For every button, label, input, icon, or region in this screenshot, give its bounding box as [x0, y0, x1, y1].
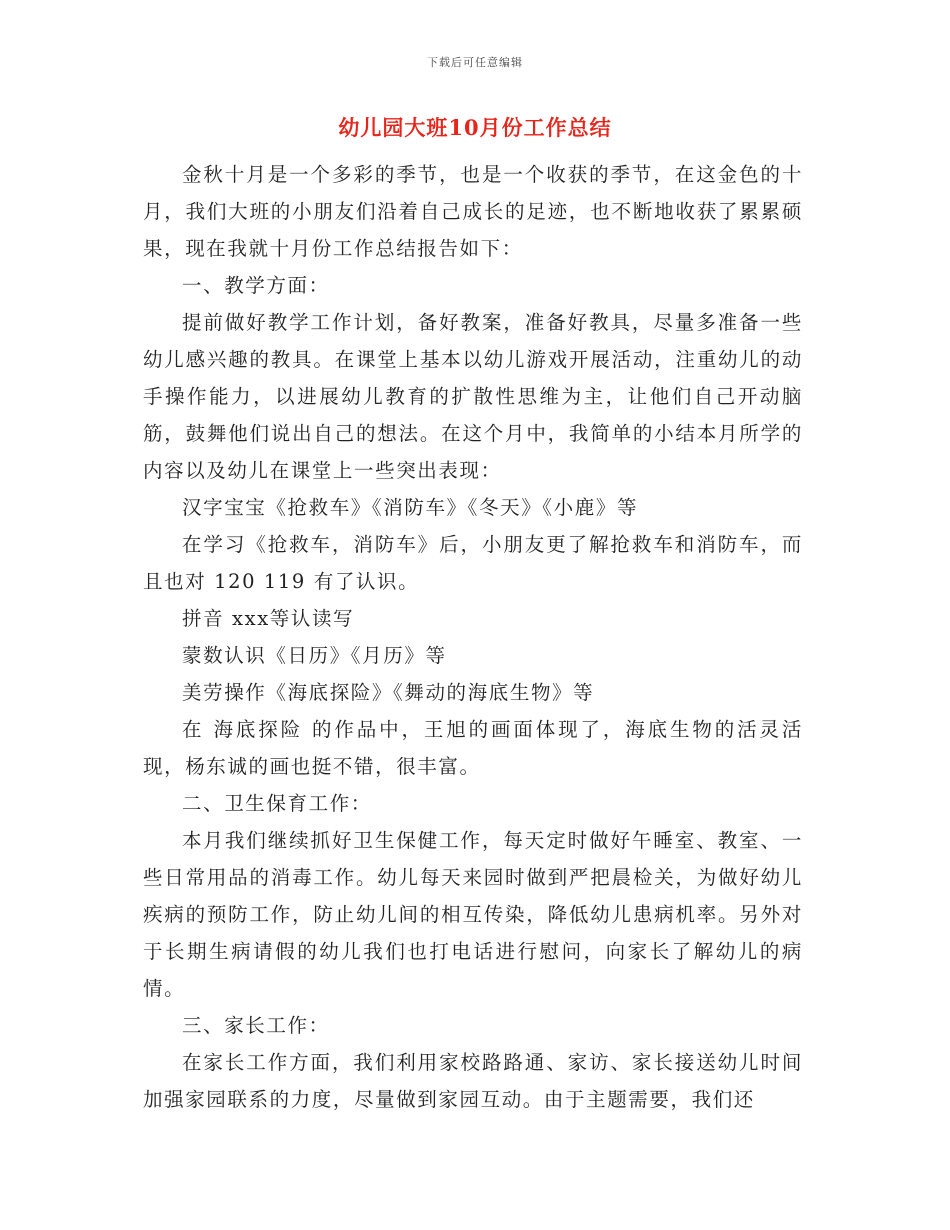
chinese-characters-line: 汉字宝宝《抢救车》《消防车》《冬天》《小鹿》等 — [182, 496, 639, 519]
hygiene-paragraph: 本月我们继续抓好卫生保健工作，每天定时做好午睡室、教室、一些日常用品的消毒工作。幼儿每天来园时做到严把晨检关，为做好幼儿疾病的预防工作，防止幼儿间的相互传染，降低幼儿患病机率。另外对于长期生病请假的幼儿我们也打电话进行慰问，向家长了解幼儿的病情。 — [143, 829, 803, 1000]
pinyin-line: 拼音 xxx等认读写 — [182, 607, 355, 630]
document-title: 幼儿园大班10月份工作总结 — [338, 115, 612, 140]
art-line: 美劳操作《海底探险》《舞动的海底生物》等 — [182, 681, 595, 704]
section-heading-parents: 三、家长工作： — [182, 1014, 330, 1037]
ambulance-paragraph: 在学习《抢救车，消防车》后，小朋友更了解抢救车和消防车，而且也对 120 119 有了认识。 — [143, 533, 803, 593]
parents-paragraph: 在家长工作方面，我们利用家校路路通、家访、家长接送幼儿时间加强家园联系的力度，尽量做到家园互动。由于主题需要，我们还 — [143, 1051, 803, 1111]
section-heading-teaching: 一、教学方面： — [182, 274, 330, 297]
art-paragraph: 在 海底探险 的作品中，王旭的画面体现了，海底生物的活灵活现，杨东诚的画也挺不错，很丰富。 — [143, 718, 803, 778]
math-line: 蒙数认识《日历》《月历》等 — [182, 644, 447, 667]
document-body — [143, 156, 803, 1118]
intro-paragraph: 金秋十月是一个多彩的季节，也是一个收获的季节，在这金色的十月，我们大班的小朋友们沿着自己成长的足迹，也不断地收获了累累硕果，现在我就十月份工作总结报告如下： — [143, 163, 803, 260]
teaching-paragraph: 提前做好教学工作计划，备好教案，准备好教具，尽量多准备一些幼儿感兴趣的教具。在课堂上基本以幼儿游戏开展活动，注重幼儿的动手操作能力，以进展幼儿教育的扩散性思维为主，让他们自己开动脑筋，鼓舞他们说出自己的想法。在这个月中，我简单的小结本月所学的内容以及幼儿在课堂上一些突出表现： — [143, 311, 803, 482]
section-heading-hygiene: 二、卫生保育工作： — [182, 792, 372, 815]
header-note: 下载后可任意编辑 — [427, 56, 523, 69]
